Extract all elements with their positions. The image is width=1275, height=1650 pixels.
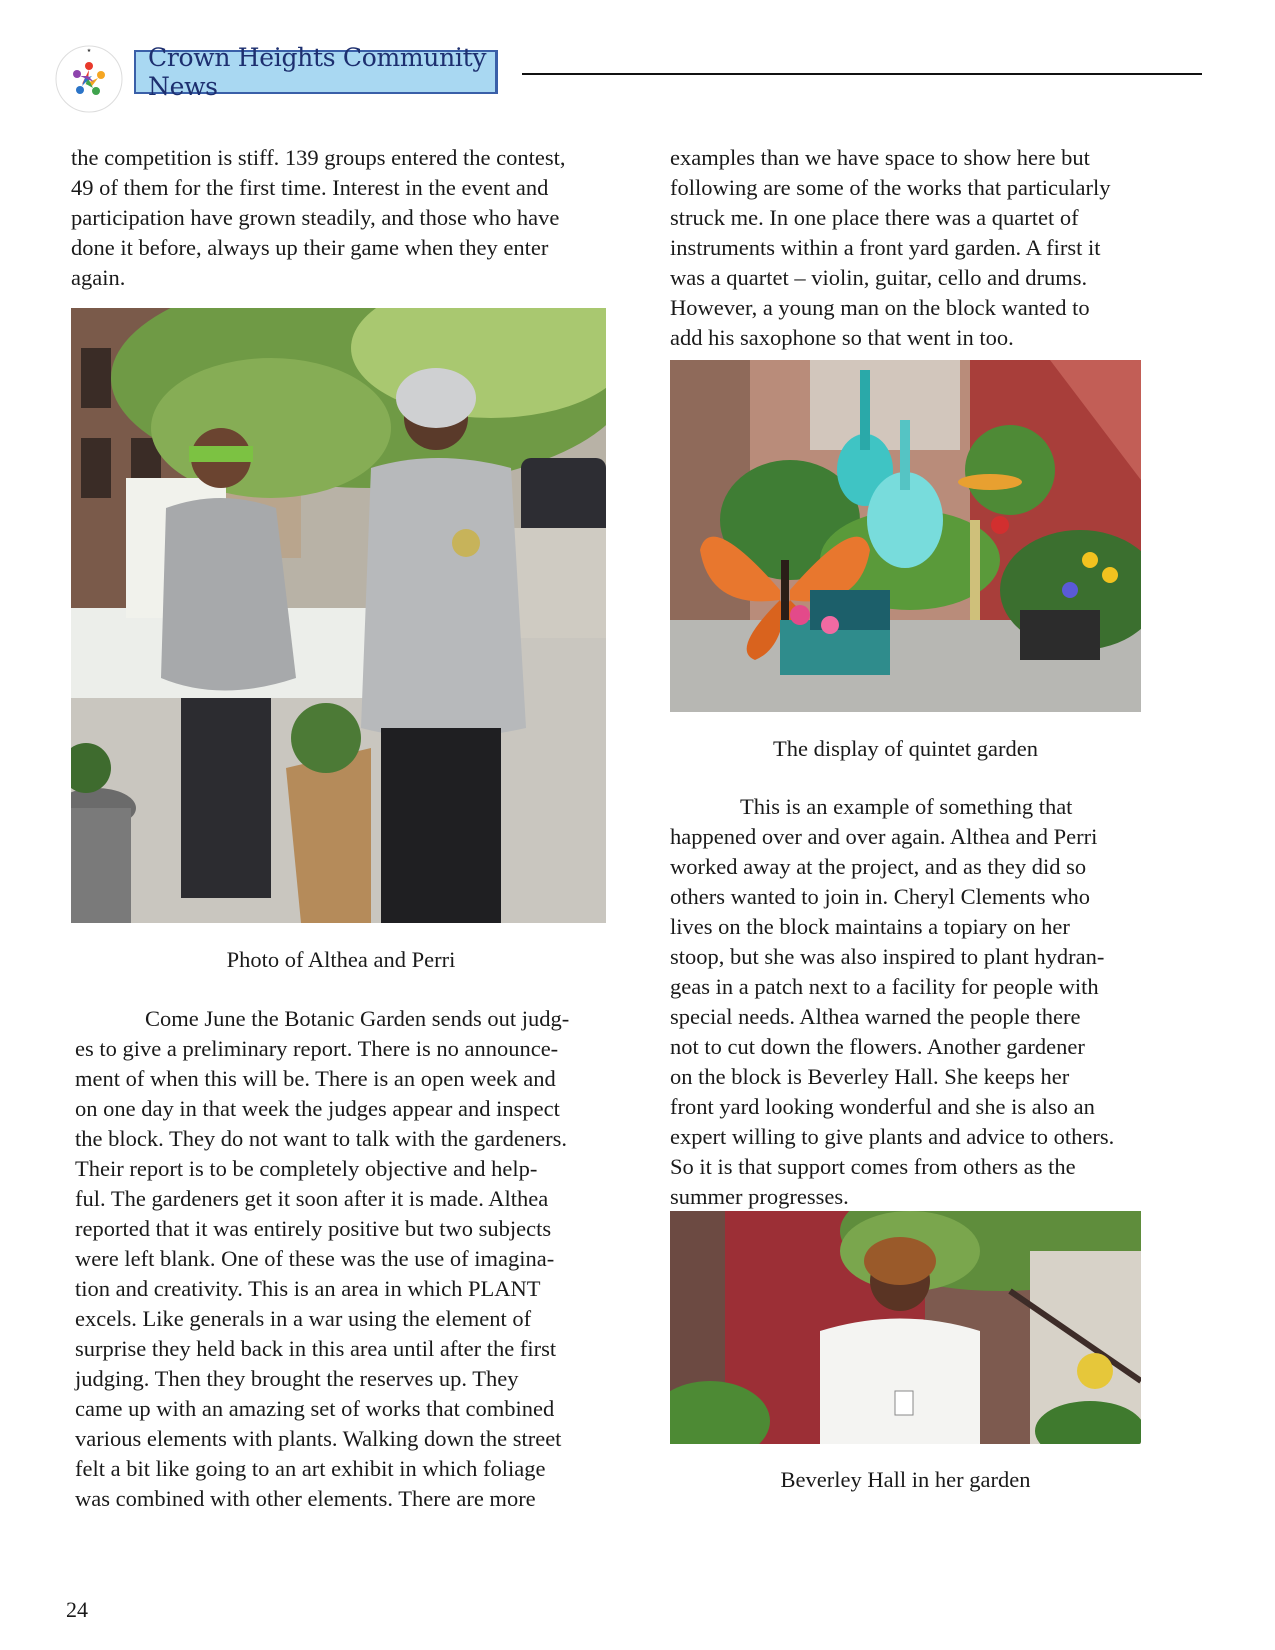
publication-title: Crown Heights Community News xyxy=(134,50,498,94)
text-line: summer progresses. xyxy=(670,1184,849,1209)
text-line: examples than we have space to show here but xyxy=(670,145,1090,170)
text-line: 49 of them for the first time. Interest in the event and xyxy=(71,175,549,200)
text-line: This is an example of something that xyxy=(740,794,1073,819)
photo-caption: Photo of Althea and Perri xyxy=(226,947,456,972)
text-line: others wanted to join in. Cheryl Clements who xyxy=(670,884,1090,909)
text-line: judging. Then they brought the reserves up. They xyxy=(75,1366,519,1391)
text-line: done it before, always up their game when they enter xyxy=(71,235,549,260)
text-line: was combined with other elements. There are more xyxy=(75,1486,536,1511)
text-line: came up with an amazing set of works that combined xyxy=(75,1396,555,1421)
text-line: stoop, but she was also inspired to plant hydran- xyxy=(670,944,1105,969)
organization-logo xyxy=(54,44,124,114)
text-line: However, a young man on the block wanted to xyxy=(670,295,1090,320)
photo-caption: The display of quintet garden xyxy=(773,736,1038,761)
left-paragraph-1 xyxy=(71,143,565,293)
text-line: Their report is to be completely objective and help- xyxy=(75,1156,538,1181)
text-line: ful. The gardeners get it soon after it is made. Althea xyxy=(75,1186,549,1211)
right-paragraph-2 xyxy=(670,792,1114,1212)
text-line: struck me. In one place there was a quartet of xyxy=(670,205,1079,230)
text-line: was a quartet – violin, guitar, cello and drums. xyxy=(670,265,1088,290)
page-number: 24 xyxy=(66,1597,88,1622)
text-line: felt a bit like going to an art exhibit in which foliage xyxy=(75,1456,546,1481)
text-line: So it is that support comes from others as the xyxy=(670,1154,1076,1179)
right-paragraph-1 xyxy=(670,143,1111,353)
text-line: on the block is Beverley Hall. She keeps her xyxy=(670,1064,1070,1089)
text-line: instruments within a front yard garden. A first it xyxy=(670,235,1101,260)
text-line: geas in a patch next to a facility for people with xyxy=(670,974,1099,999)
text-line: ment of when this will be. There is an open week and xyxy=(75,1066,556,1091)
text-line: add his saxophone so that went in too. xyxy=(670,325,1014,350)
text-line: happened over and over again. Althea and Perri xyxy=(670,824,1098,849)
text-line: worked away at the project, and as they did so xyxy=(670,854,1087,879)
text-line: expert willing to give plants and advice to others. xyxy=(670,1124,1115,1149)
text-line: were left blank. One of these was the use of imagina- xyxy=(75,1246,555,1271)
header-rule xyxy=(522,73,1202,75)
photo-althea-and-perri xyxy=(71,308,606,923)
text-line: surprise they held back in this area until after the first xyxy=(75,1336,557,1361)
photo-caption: Beverley Hall in her garden xyxy=(780,1467,1031,1492)
text-line: tion and creativity. This is an area in which PLANT xyxy=(75,1276,541,1301)
text-line: following are some of the works that particularly xyxy=(670,175,1111,200)
text-line: lives on the block maintains a topiary on her xyxy=(670,914,1070,939)
text-line: special needs. Althea warned the people there xyxy=(670,1004,1081,1029)
text-line: front yard looking wonderful and she is also an xyxy=(670,1094,1095,1119)
left-paragraph-2 xyxy=(75,1004,569,1514)
text-line: the competition is stiff. 139 groups entered the contest, xyxy=(71,145,566,170)
text-line: the block. They do not want to talk with the gardeners. xyxy=(75,1126,567,1151)
svg-text:★: ★ xyxy=(86,48,92,54)
photo-quintet-garden xyxy=(670,360,1141,712)
text-line: not to cut down the flowers. Another gardener xyxy=(670,1034,1085,1059)
text-line: on one day in that week the judges appear and inspect xyxy=(75,1096,560,1121)
text-line: various elements with plants. Walking down the street xyxy=(75,1426,562,1451)
text-line: Come June the Botanic Garden sends out judg- xyxy=(145,1006,570,1031)
text-line: excels. Like generals in a war using the element of xyxy=(75,1306,532,1331)
text-line: participation have grown steadily, and those who have xyxy=(71,205,560,230)
text-line: reported that it was entirely positive but two subjects xyxy=(75,1216,552,1241)
photo-beverley-hall xyxy=(670,1211,1141,1444)
text-line: again. xyxy=(71,265,126,290)
text-line: es to give a preliminary report. There is no announce- xyxy=(75,1036,559,1061)
